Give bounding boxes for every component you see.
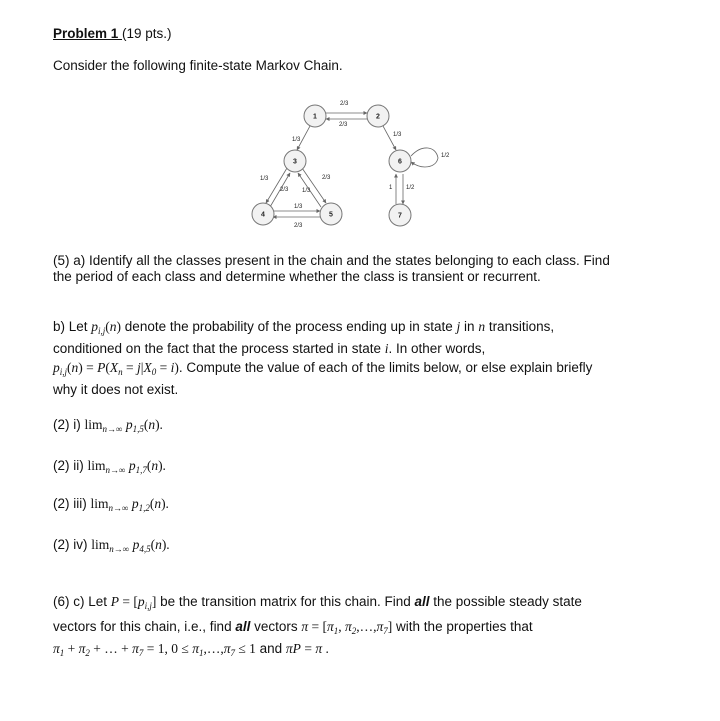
svg-text:1: 1 (313, 113, 317, 121)
part-b-line-4: why it does not exist. (53, 382, 179, 397)
transition-matrix-def: P (110, 594, 120, 609)
problem-label: Problem 1 (53, 26, 123, 41)
edge-label-4-3: 2/3 (280, 187, 289, 193)
edge-6-6 (411, 148, 438, 167)
intro-text: Consider the following finite-state Markov Chain. (53, 58, 343, 73)
steady-state-vector: π (301, 619, 309, 634)
part-b-line-3: $p_{i,j}(n) = P(X_n = j|X_0 = i)$. Compute the value of each of the limits below, or else explain briefly (53, 360, 593, 377)
edge-3-4 (266, 168, 287, 203)
edge-label-1-3: 1/3 (292, 137, 301, 143)
part-c-line-1: (6) c) Let $P = [p_{i,j}]$ be the transition matrix for this chain. Find all the possible steady state (53, 594, 582, 611)
problem-points: (19 pts.) (122, 26, 172, 41)
stationarity-equation: πP = π . (285, 641, 329, 656)
limit-item-iv: (2) iv) $\lim_{n\to\infty} p_{4,5}(n)$. (53, 537, 170, 554)
node-4 (252, 203, 274, 225)
part-b-line-1: b) Let $p_{i,j}(n)$ denote the probability of the process ending up in state j in n transitions, (53, 319, 555, 336)
limit-item-iii: (2) iii) $\lim_{n\to\infty} p_{1,2}(n)$. (53, 496, 169, 513)
edge-label-3-4: 1/3 (260, 176, 269, 182)
part-a-line-1: (5) a) Identify all the classes present in the chain and the states belonging to each class. Find (53, 253, 610, 268)
edge-label-3-5: 2/3 (322, 175, 331, 181)
node-3 (284, 150, 306, 172)
node-5 (320, 203, 342, 225)
edge-label-7-6: 1 (389, 185, 393, 191)
svg-text:7: 7 (398, 212, 402, 220)
part-c-line-3: $\pi_1 + \pi_2$ + … + $\pi_7 = 1$, $0 \le \pi_1,\dots,\pi_7 \le 1$ and πP = π . (53, 641, 329, 658)
part-c-line-2: vectors for this chain, i.e., find all vectors $\pi = [\pi_1$, $\pi_2,\dots,\pi_7$] with the properties that (53, 619, 533, 636)
problem-title (53, 25, 172, 43)
part-a-line-2: the period of each class and determine whether the class is transient or recurrent. (53, 269, 541, 284)
node-6 (389, 150, 411, 172)
svg-text:2: 2 (376, 113, 380, 121)
edge-label-5-4: 2/3 (294, 223, 303, 229)
edge-label-2-1: 2/3 (339, 122, 348, 128)
node-2 (367, 105, 389, 127)
p-ij-n-notation: $p_{i,j}$ (91, 319, 106, 336)
svg-text:5: 5 (329, 211, 333, 219)
edge-label-5-3: 1/3 (302, 188, 311, 194)
edge-2-6 (383, 126, 396, 150)
edge-label-2-6: 1/3 (393, 132, 402, 138)
edge-label-1-2: 2/3 (340, 101, 349, 107)
svg-text:4: 4 (261, 211, 265, 219)
edge-label-6-6: 1/2 (441, 153, 450, 159)
edge-label-4-5: 1/3 (294, 204, 303, 210)
node-1 (304, 105, 326, 127)
limit-item-i: (2) i) $\lim_{n\to\infty} p_{1,5}(n)$. (53, 417, 163, 434)
part-b-line-2: conditioned on the fact that the process started in state i. In other words, (53, 341, 486, 356)
normalization-conditions: $\pi_1 + \pi_2$ + … + $\pi_7 = 1$, $0 \le \pi_1,\dots,\pi_7 \le 1$ (53, 641, 256, 658)
conditional-probability-formula: $p_{i,j}(n) = P(X_n = j|X_0 = i)$ (53, 360, 179, 377)
edge-3-5 (302, 168, 326, 203)
limit-item-ii: (2) ii) $\lim_{n\to\infty} p_{1,7}(n)$. (53, 458, 166, 475)
svg-text:3: 3 (293, 158, 297, 166)
edge-label-6-7: 1/2 (406, 185, 415, 191)
node-7 (389, 204, 411, 226)
svg-text:6: 6 (398, 158, 402, 166)
markov-chain-diagram (240, 90, 470, 240)
